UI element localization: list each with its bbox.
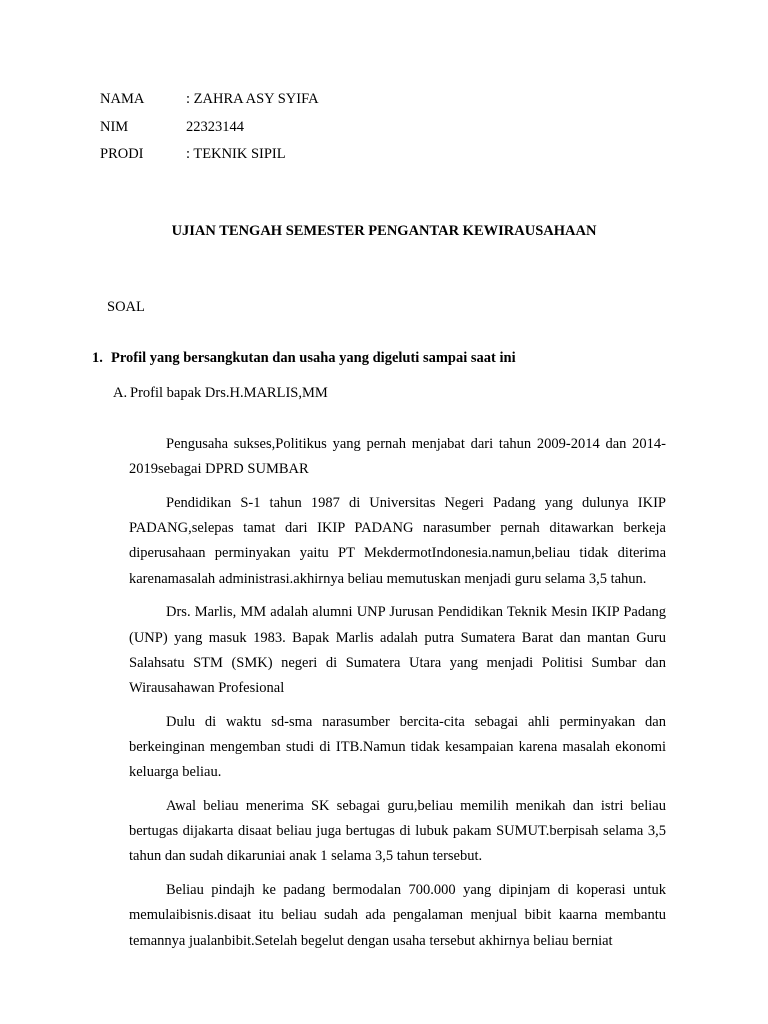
- subsection-text: Profil bapak Drs.H.MARLIS,MM: [130, 385, 328, 401]
- subsection-letter: A.: [113, 385, 128, 401]
- question-number: 1.: [92, 350, 103, 366]
- paragraph: Awal beliau menerima SK sebagai guru,beliau memilih menikah dan istri beliau bertugas dijakarta disaat beliau juga bertugas di lubuk pakam SUMUT.berpisah selama 3,5 tahun dan sudah dikaruniai anak 1 selama 3,5 tahun tersebut.: [129, 798, 666, 865]
- paragraph: Drs. Marlis, MM adalah alumni UNP Jurusan Pendidikan Teknik Mesin IKIP Padang (UNP) yang masuk 1983. Bapak Marlis adalah putra Sumatera Barat dan mantan Guru Salahsatu STM (SMK) negeri di Sumatera Utara yang menjadi Politisi Sumbar dan Wirausahawan Profesional: [129, 604, 666, 697]
- body-text: [129, 432, 666, 962]
- paragraph: Pendidikan S-1 tahun 1987 di Universitas Negeri Padang yang dulunya IKIP PADANG,selepas tamat dari IKIP PADANG narasumber pernah ditawarkan berkeja diperusahaan perminyakan yaitu PT MekdermotIndonesia.namun,beliau tidak diterima karenamasalah administrasi.akhirnya beliau memutuskan menjadi guru selama 3,5 tahun.: [129, 495, 666, 587]
- paragraph: Pengusaha sukses,Politikus yang pernah menjabat dari tahun 2009-2014 dan 2014- 2019sebagai DPRD SUMBAR: [129, 436, 666, 478]
- question-text: Profil yang bersangkutan dan usaha yang digeluti sampai saat ini: [111, 350, 516, 366]
- info-label-nim: NIM: [100, 119, 129, 135]
- subsection-heading: [113, 383, 328, 403]
- info-value-nama: : ZAHRA ASY SYIFA: [186, 91, 319, 107]
- soal-label: SOAL: [107, 299, 145, 315]
- info-value-nim: 22323144: [186, 119, 244, 135]
- info-label-prodi: PRODI: [100, 146, 144, 162]
- document-title: UJIAN TENGAH SEMESTER PENGANTAR KEWIRAUSAHAAN: [171, 223, 597, 239]
- paragraph: Dulu di waktu sd-sma narasumber bercita-cita sebagai ahli perminyakan dan berkeinginan mengemban studi di ITB.Namun tidak kesampaian karena masalah ekonomi keluarga beliau.: [129, 713, 666, 781]
- paragraph: Beliau pindajh ke padang bermodalan 700.000 yang dipinjam di koperasi untuk memulaibisnis.disaat itu beliau sudah ada pengalaman menjual bibit kaarna membantu temannya jualanbibit.Setelah begelut dengan usaha tersebut akhirnya beliau berniat: [129, 882, 666, 949]
- info-value-prodi: : TEKNIK SIPIL: [186, 146, 286, 162]
- question-heading: [92, 348, 516, 368]
- info-label-nama: NAMA: [100, 91, 145, 107]
